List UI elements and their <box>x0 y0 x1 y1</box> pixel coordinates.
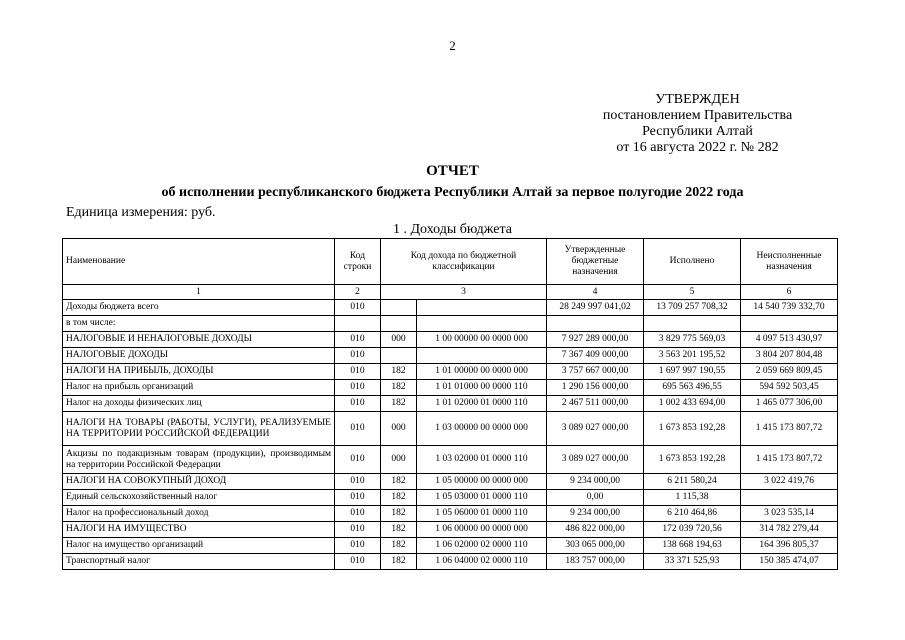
row-approved-cell: 0,00 <box>547 490 644 506</box>
row-kbk-code-cell: 1 05 06000 01 0000 110 <box>417 506 547 522</box>
row-executed-cell: 695 563 496,55 <box>644 380 741 396</box>
row-executed-cell: 1 002 433 694,00 <box>644 396 741 412</box>
revenue-table <box>62 238 838 570</box>
row-admin-code-cell: 000 <box>381 412 417 446</box>
row-unexecuted-cell: 314 782 279,44 <box>741 522 838 538</box>
row-approved-cell: 486 822 000,00 <box>547 522 644 538</box>
approval-line-3: Республики Алтай <box>642 124 753 139</box>
row-admin-code-cell: 182 <box>381 554 417 570</box>
row-unexecuted-cell: 1 415 173 807,72 <box>741 446 838 474</box>
index-cell: 3 <box>381 285 547 300</box>
header-classification: Код дохода по бюджетной классификации <box>381 239 547 285</box>
row-name-cell: НАЛОГИ НА СОВОКУПНЫЙ ДОХОД <box>63 474 335 490</box>
row-line-code-cell: 010 <box>335 538 381 554</box>
row-name-cell: Налог на профессиональный доход <box>63 506 335 522</box>
table-row <box>63 446 838 474</box>
row-approved-cell: 183 757 000,00 <box>547 554 644 570</box>
row-executed-cell <box>644 316 741 332</box>
row-line-code-cell: 010 <box>335 364 381 380</box>
row-admin-code-cell: 182 <box>381 490 417 506</box>
table-row <box>63 412 838 446</box>
row-admin-code-cell: 182 <box>381 380 417 396</box>
row-kbk-code-cell: 1 06 02000 02 0000 110 <box>417 538 547 554</box>
table-row <box>63 300 838 316</box>
row-executed-cell: 1 115,38 <box>644 490 741 506</box>
row-name-cell: Налог на прибыль организаций <box>63 380 335 396</box>
row-approved-cell: 3 089 027 000,00 <box>547 412 644 446</box>
row-executed-cell: 3 829 775 569,03 <box>644 332 741 348</box>
row-admin-code-cell <box>381 300 417 316</box>
row-unexecuted-cell: 3 023 535,14 <box>741 506 838 522</box>
row-kbk-code-cell: 1 05 03000 01 0000 110 <box>417 490 547 506</box>
document-subtitle: об исполнении республиканского бюджета Республики Алтай за первое полугодие 2022 года <box>161 185 744 200</box>
row-name-cell: в том числе: <box>63 316 335 332</box>
row-executed-cell: 138 668 194,63 <box>644 538 741 554</box>
header-name: Наименование <box>63 239 335 285</box>
row-unexecuted-cell: 164 396 805,37 <box>741 538 838 554</box>
table-header-row <box>63 239 838 285</box>
unit-of-measure: Единица измерения: руб. <box>66 205 216 220</box>
table-row <box>63 474 838 490</box>
index-cell: 5 <box>644 285 741 300</box>
row-kbk-code-cell: 1 01 01000 00 0000 110 <box>417 380 547 396</box>
row-line-code-cell: 010 <box>335 474 381 490</box>
row-kbk-code-cell: 1 01 02000 01 0000 110 <box>417 396 547 412</box>
row-approved-cell: 2 467 511 000,00 <box>547 396 644 412</box>
index-cell: 1 <box>63 285 335 300</box>
section-title: 1 . Доходы бюджета <box>393 222 512 237</box>
row-name-cell: НАЛОГИ НА ТОВАРЫ (РАБОТЫ, УСЛУГИ), РЕАЛИЗУЕМЫЕ НА ТЕРРИТОРИИ РОССИЙСКОЙ ФЕДЕРАЦИИ <box>63 412 335 446</box>
table-row <box>63 506 838 522</box>
row-name-cell: Доходы бюджета всего <box>63 300 335 316</box>
row-unexecuted-cell: 3 804 207 804,48 <box>741 348 838 364</box>
table-row <box>63 554 838 570</box>
header-unexecuted: Неисполненные назначения <box>741 239 838 285</box>
table-row <box>63 396 838 412</box>
table-row <box>63 332 838 348</box>
row-unexecuted-cell: 14 540 739 332,70 <box>741 300 838 316</box>
row-approved-cell: 1 290 156 000,00 <box>547 380 644 396</box>
row-line-code-cell: 010 <box>335 396 381 412</box>
row-name-cell: Налог на доходы физических лиц <box>63 396 335 412</box>
row-unexecuted-cell: 4 097 513 430,97 <box>741 332 838 348</box>
row-line-code-cell: 010 <box>335 446 381 474</box>
row-admin-code-cell: 182 <box>381 396 417 412</box>
row-name-cell: НАЛОГИ НА ИМУЩЕСТВО <box>63 522 335 538</box>
row-line-code-cell: 010 <box>335 412 381 446</box>
row-line-code-cell: 010 <box>335 348 381 364</box>
table-body <box>63 300 838 570</box>
row-kbk-code-cell: 1 05 00000 00 0000 000 <box>417 474 547 490</box>
row-unexecuted-cell: 1 415 173 807,72 <box>741 412 838 446</box>
row-name-cell: Акцизы по подакцизным товарам (продукции), производимым на территории Российской Федерации <box>63 446 335 474</box>
row-kbk-code-cell: 1 06 00000 00 0000 000 <box>417 522 547 538</box>
document-title: ОТЧЕТ <box>426 163 479 179</box>
row-line-code-cell: 010 <box>335 554 381 570</box>
row-approved-cell: 3 089 027 000,00 <box>547 446 644 474</box>
header-executed: Исполнено <box>644 239 741 285</box>
table-row <box>63 490 838 506</box>
row-line-code-cell: 010 <box>335 380 381 396</box>
row-admin-code-cell: 182 <box>381 364 417 380</box>
row-kbk-code-cell: 1 03 00000 00 0000 000 <box>417 412 547 446</box>
row-admin-code-cell <box>381 316 417 332</box>
table-index-row <box>63 285 838 300</box>
row-approved-cell <box>547 316 644 332</box>
row-executed-cell: 33 371 525,93 <box>644 554 741 570</box>
row-unexecuted-cell: 594 592 503,45 <box>741 380 838 396</box>
row-admin-code-cell: 182 <box>381 474 417 490</box>
row-line-code-cell: 010 <box>335 506 381 522</box>
page-number: 2 <box>449 38 456 53</box>
approval-line-1: УТВЕРЖДЕН <box>655 92 740 107</box>
row-approved-cell: 9 234 000,00 <box>547 506 644 522</box>
row-unexecuted-cell: 150 385 474,07 <box>741 554 838 570</box>
row-executed-cell: 13 709 257 708,32 <box>644 300 741 316</box>
row-unexecuted-cell <box>741 316 838 332</box>
row-approved-cell: 3 757 667 000,00 <box>547 364 644 380</box>
index-cell: 2 <box>335 285 381 300</box>
row-executed-cell: 172 039 720,56 <box>644 522 741 538</box>
row-admin-code-cell: 182 <box>381 538 417 554</box>
approval-line-4: от 16 августа 2022 г. № 282 <box>616 140 779 155</box>
row-kbk-code-cell: 1 01 00000 00 0000 000 <box>417 364 547 380</box>
row-approved-cell: 28 249 997 041,02 <box>547 300 644 316</box>
row-admin-code-cell <box>381 348 417 364</box>
row-unexecuted-cell <box>741 490 838 506</box>
table-row <box>63 348 838 364</box>
row-unexecuted-cell: 1 465 077 306,00 <box>741 396 838 412</box>
row-executed-cell: 1 697 997 190,55 <box>644 364 741 380</box>
row-line-code-cell: 010 <box>335 490 381 506</box>
row-approved-cell: 303 065 000,00 <box>547 538 644 554</box>
row-line-code-cell: 010 <box>335 332 381 348</box>
row-name-cell: НАЛОГИ НА ПРИБЫЛЬ, ДОХОДЫ <box>63 364 335 380</box>
row-executed-cell: 6 210 464,86 <box>644 506 741 522</box>
row-admin-code-cell: 000 <box>381 332 417 348</box>
row-executed-cell: 1 673 853 192,28 <box>644 412 741 446</box>
row-name-cell: НАЛОГОВЫЕ И НЕНАЛОГОВЫЕ ДОХОДЫ <box>63 332 335 348</box>
row-kbk-code-cell <box>417 300 547 316</box>
row-kbk-code-cell <box>417 316 547 332</box>
approval-line-2: постановлением Правительства <box>602 108 793 123</box>
row-unexecuted-cell: 2 059 669 809,45 <box>741 364 838 380</box>
row-approved-cell: 9 234 000,00 <box>547 474 644 490</box>
row-kbk-code-cell: 1 06 04000 02 0000 110 <box>417 554 547 570</box>
row-approved-cell: 7 367 409 000,00 <box>547 348 644 364</box>
row-name-cell: Транспортный налог <box>63 554 335 570</box>
row-line-code-cell: 010 <box>335 522 381 538</box>
index-cell: 6 <box>741 285 838 300</box>
table-row <box>63 316 838 332</box>
row-kbk-code-cell <box>417 348 547 364</box>
table-row <box>63 538 838 554</box>
approval-stamp <box>580 92 815 156</box>
row-executed-cell: 3 563 201 195,52 <box>644 348 741 364</box>
row-line-code-cell <box>335 316 381 332</box>
header-line-code: Код строки <box>335 239 381 285</box>
row-name-cell: Налог на имущество организаций <box>63 538 335 554</box>
row-executed-cell: 6 211 580,24 <box>644 474 741 490</box>
table-row <box>63 364 838 380</box>
row-kbk-code-cell: 1 03 02000 01 0000 110 <box>417 446 547 474</box>
row-admin-code-cell: 000 <box>381 446 417 474</box>
row-unexecuted-cell: 3 022 419,76 <box>741 474 838 490</box>
row-line-code-cell: 010 <box>335 300 381 316</box>
row-kbk-code-cell: 1 00 00000 00 0000 000 <box>417 332 547 348</box>
index-cell: 4 <box>547 285 644 300</box>
table-row <box>63 380 838 396</box>
row-name-cell: НАЛОГОВЫЕ ДОХОДЫ <box>63 348 335 364</box>
row-executed-cell: 1 673 853 192,28 <box>644 446 741 474</box>
row-admin-code-cell: 182 <box>381 522 417 538</box>
table-row <box>63 522 838 538</box>
row-approved-cell: 7 927 289 000,00 <box>547 332 644 348</box>
header-approved: Утвержденные бюджетные назначения <box>547 239 644 285</box>
row-name-cell: Единый сельскохозяйственный налог <box>63 490 335 506</box>
row-admin-code-cell: 182 <box>381 506 417 522</box>
